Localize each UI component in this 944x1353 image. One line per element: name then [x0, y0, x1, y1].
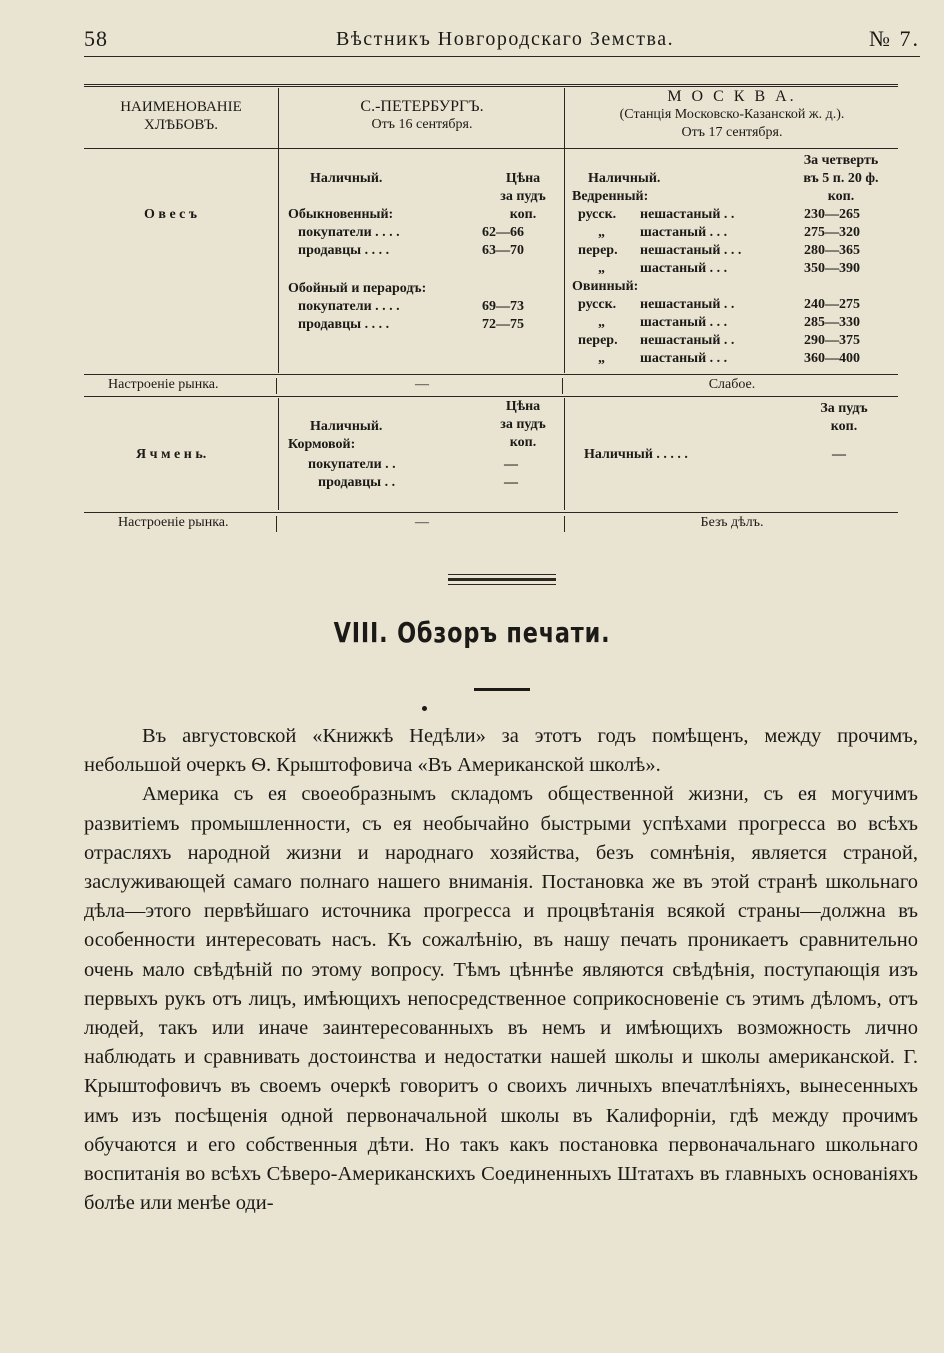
col-divider: [276, 516, 277, 532]
paragraph: Въ августовской «Книжкѣ Недѣли» за этотъ годъ помѣщенъ, между прочимъ, небольшой очеркъ Ѳ. Крыштофовича «Въ Американской школѣ».: [84, 725, 918, 777]
spb-barley-row-value: —: [504, 475, 518, 490]
msk-row-prefix: русск.: [578, 297, 617, 312]
spb-oats-nal: Наличный.: [310, 171, 383, 186]
spb-oats-row-label: продавцы . . . .: [298, 317, 390, 332]
msk-row-prefix: „: [598, 351, 605, 366]
msk-row-label: нешастаный . .: [640, 207, 735, 222]
spb-oats-row-value: 69—73: [482, 299, 524, 314]
journal-title: Вѣстникъ Новгородскаго Земства.: [336, 28, 675, 50]
separator-rule: [448, 584, 556, 585]
spb-barley-row-value: —: [504, 457, 518, 472]
spb-oats-row-value: 72—75: [482, 317, 524, 332]
barley-mood-moscow: Безъ дѣлъ.: [700, 515, 764, 530]
msk-row-value: 360—400: [804, 351, 860, 366]
msk-row-value: 290—375: [804, 333, 860, 348]
msk-row-value: 230—265: [804, 207, 860, 222]
spb-barley-row-label: продавцы . .: [318, 475, 396, 490]
spb-oats-group-oboiny: Обойный и перародъ:: [288, 281, 427, 296]
col-divider: [278, 398, 279, 510]
spb-barley-price-head: Цѣна за пудъ коп.: [500, 399, 546, 450]
table-header-rule: [84, 148, 898, 149]
msk-oats-price-head: За четверть въ 5 п. 20 ф. коп.: [803, 153, 879, 204]
spb-barley-row-label: покупатели . .: [308, 457, 396, 472]
spb-barley-nal: Наличный.: [310, 419, 383, 434]
msk-oats-group-vedrenny: Ведренный:: [572, 189, 649, 204]
spb-oats-row-value: 62—66: [482, 225, 524, 240]
spb-oats-row-value: 63—70: [482, 243, 524, 258]
page-number: 58: [84, 26, 108, 51]
barley-mood-label: Настроеніе рынка.: [118, 515, 229, 530]
oats-mood-label: Настроеніе рынка.: [108, 377, 219, 392]
msk-row-label: нешастаный . . .: [640, 243, 742, 258]
msk-row-value: 285—330: [804, 315, 860, 330]
spb-oats-price-head: Цѣна за пудъ коп.: [500, 171, 546, 222]
article-body: [84, 722, 918, 1218]
msk-barley-value: —: [832, 447, 846, 462]
msk-row-prefix: перер.: [578, 333, 618, 348]
msk-row-prefix: „: [598, 261, 605, 276]
msk-oats-group-ovinny: Овинный:: [572, 279, 639, 294]
spb-barley-group-fodder: Кормовой:: [288, 437, 356, 452]
col-divider: [564, 88, 565, 373]
table-top-rule: [84, 84, 898, 87]
spb-oats-row-label: покупатели . . . .: [298, 299, 400, 314]
msk-row-label: шастаный . . .: [640, 351, 728, 366]
oats-mood-moscow: Слабое.: [708, 377, 756, 392]
msk-row-label: шастаный . . .: [640, 261, 728, 276]
table-oats-rule: [84, 374, 898, 375]
spb-oats-row-label: продавцы . . . .: [298, 243, 390, 258]
msk-row-prefix: перер.: [578, 243, 618, 258]
msk-row-label: шастаный . . .: [640, 315, 728, 330]
msk-row-prefix: „: [598, 315, 605, 330]
msk-row-value: 280—365: [804, 243, 860, 258]
grain-name-oats: О в е с ъ: [144, 207, 198, 222]
col-divider: [278, 88, 279, 373]
spb-oats-group-ordinary: Обыкновенный:: [288, 207, 394, 222]
col-divider: [276, 378, 277, 394]
msk-row-label: нешастаный . .: [640, 297, 735, 312]
paragraph: Америка съ ея своеобразнымъ складомъ общественной жизни, съ ея могучимъ развитіемъ промышленности, съ ея необычайно быстрыми успѣхами прогресса во всѣхъ отрасляхъ народной жизни и народнаго хозяйства, безъ сомнѣнія, является страной, заслуживающей самаго полнаго нашего вниманія. Постановка же въ этой странѣ школьнаго дѣла—этого первѣйшаго источника прогресса и процвѣтанія всякой страны—должна въ особенности интересовать насъ. Къ сожалѣнію, въ нашу печать проникаетъ сравнительно очень мало свѣдѣній по этому вопросу. Тѣмъ цѣннѣе являются свѣдѣнія, поступающія изъ первыхъ рукъ отъ лицъ, имѣющихъ непосредственное соприкосновеніе съ этимъ дѣломъ, отъ людей, такъ или иначе заинтересованныхъ въ немъ и имѣющихъ возможность лично наблюдать и сравнивать достоинства и недостатки нашей школы и школы американской. Г. Крыштофовичъ въ своемъ очеркѣ говоритъ о своихъ личныхъ впечатлѣніяхъ, вынесенныхъ имъ изъ посѣщенія одной первоначальной школы въ Калифорніи, гдѣ между прочимъ обучаются и его собственныя дѣти. Но такъ какъ постановка первоначальнаго школьнаго воспитанія во всѣхъ Сѣверо-Американскихъ Соединенныхъ Штатахъ въ главныхъ основаніяхъ болѣе или менѣе оди-: [84, 783, 918, 1215]
grain-price-table: [84, 84, 898, 534]
oats-mood-spb: —: [415, 377, 429, 392]
col-header-grains: НАИМЕНОВАНІЕ ХЛѢБОВЪ.: [120, 99, 242, 133]
msk-row-value: 350—390: [804, 261, 860, 276]
table-barley-rule: [84, 512, 898, 513]
ornament-dot: [422, 706, 427, 711]
header-rule: [84, 56, 920, 57]
msk-barley-price-head: За пудъ коп.: [820, 401, 868, 434]
grain-name-barley: Я ч м е н ь.: [136, 447, 207, 462]
msk-row-prefix: русск.: [578, 207, 617, 222]
running-header: [84, 26, 920, 56]
col-divider: [564, 398, 565, 510]
msk-row-label: нешастаный . .: [640, 333, 735, 348]
spb-oats-row-label: покупатели . . . .: [298, 225, 400, 240]
msk-row-value: 275—320: [804, 225, 860, 240]
msk-row-value: 240—275: [804, 297, 860, 312]
msk-barley-nal: Наличный . . . . .: [584, 447, 688, 462]
msk-row-label: шастаный . . .: [640, 225, 728, 240]
barley-mood-spb: —: [415, 515, 429, 530]
section-title: VIII. Обзоръ печати.: [333, 616, 611, 649]
col-header-spb: С.-ПЕТЕРБУРГЪ. Отъ 16 сентября.: [360, 98, 484, 132]
msk-oats-nal: Наличный.: [588, 171, 661, 186]
table-mood-rule: [84, 396, 898, 397]
separator-rule: [448, 574, 556, 575]
title-rule: [474, 688, 530, 691]
separator-rule: [448, 578, 556, 581]
issue-number: № 7.: [869, 26, 920, 51]
col-divider: [564, 516, 565, 532]
col-header-moscow: М О С К В А. (Станція Московско-Казанской ж. д.). Отъ 17 сентября.: [619, 88, 845, 140]
msk-row-prefix: „: [598, 225, 605, 240]
